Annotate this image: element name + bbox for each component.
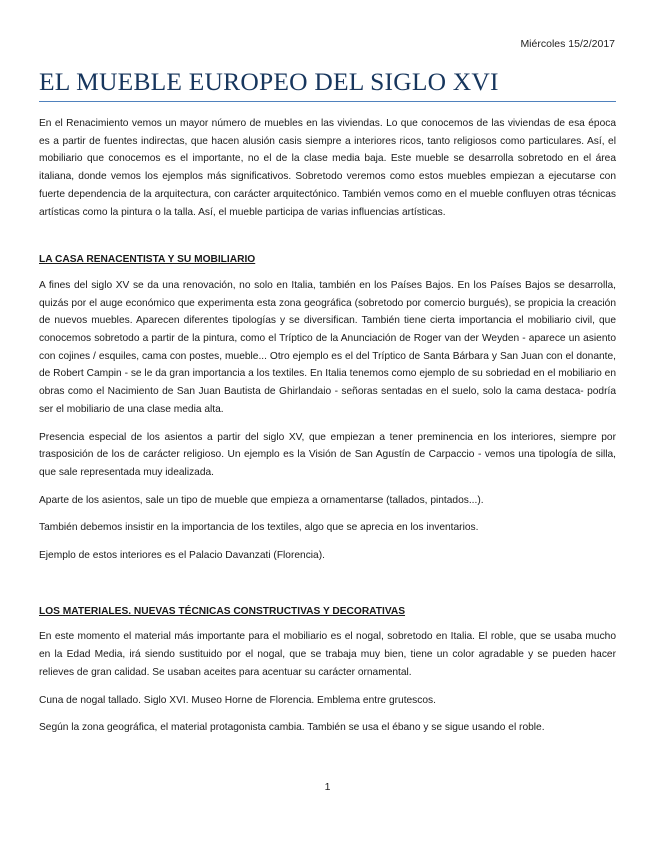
intro-paragraph: En el Renacimiento vemos un mayor número de muebles en las viviendas. Lo que conocemos de las viviendas de esa época es a partir de fuentes indirectas, que hacen alusión casis siempre a interiores ricos, tanto religiosos como particulares. Así, el mobiliario que conocemos es el importante, no el de la clase media baja. Este mueble se desarrolla sobretodo en el área italiana, donde vemos los ejemplos más significativos. Sobretodo veremos como estos muebles empiezan a ejecutarse con fuerte dependencia de la arquitectura, con carácter arquitectónico. También vemos como en el mueble confluyen otras técnicas artísticas como la pintura o la talla. Así, el mueble participa de varias influencias artísticas. (39, 118, 616, 218)
paragraph: A fines del siglo XV se da una renovación, no solo en Italia, también en los Países Bajos. En los Países Bajos se desarrolla, quizás por el auge económico que experimenta esta zona geográfica (sobretodo por comercio burgués), se propicia la creación de nuevos muebles. Aparecen diferentes tipologías y se diversifican. También tiene cierta importancia el mobiliario civil, que conocemos sobretodo a partir de la pintura, como el Tríptico de la Anunciación de Roger van der Weyden - aparece un asiento con cojines / esquiles, cama con postes, mueble... Otro ejemplo es el del Tríptico de Santa Bárbara y San Juan con el donante, de Robert Campin - se le da gran importancia a los textiles. En Italia tenemos como ejemplo de su sobriedad en el mobiliario en obras como el Nacimiento de San Juan Bautista de Ghirlandaio - señoras sentadas en el suelo, solo la cama destaca- podría ser el mobiliario de una clase media alta. (39, 279, 616, 415)
paragraph: En este momento el material más importante para el mobiliario es el nogal, sobretodo en Italia. El roble, que se usaba mucho en la Edad Media, irá siendo sustituido por el nogal, que se trabaja muy bien, tiene un color agradable y se pueden hacer relieves de gran calidad. Se usaban aceites para acentuar su carácter ornamental. (39, 631, 616, 678)
section-materiales (39, 603, 616, 737)
section-heading: LOS MATERIALES. NUEVAS TÉCNICAS CONSTRUCTIVAS Y DECORATIVAS (39, 605, 406, 617)
section-casa-renacentista (39, 251, 616, 565)
paragraph: También debemos insistir en la importancia de los textiles, algo que se aprecia en los inventarios. (39, 522, 479, 534)
section-spacer (39, 575, 616, 603)
paragraph: Cuna de nogal tallado. Siglo XVI. Museo Horne de Florencia. Emblema entre grutescos. (39, 694, 436, 706)
page-number: 1 (324, 781, 331, 793)
paragraph: Ejemplo de estos interiores es el Palacio Davanzati (Florencia). (39, 550, 325, 562)
paragraph: Aparte de los asientos, sale un tipo de mueble que empieza a ornamentarse (tallados, pintados...). (39, 494, 484, 506)
paragraph: Según la zona geográfica, el material protagonista cambia. También se usa el ébano y se sigue usando el roble. (39, 722, 545, 734)
header-date: Miércoles 15/2/2017 (520, 38, 615, 50)
paragraph: Presencia especial de los asientos a partir del siglo XV, que empiezan a tener preminencia en los interiores, siempre por trasposición de los de carácter religioso. Un ejemplo es la Visión de San Agustín de Carpaccio - vemos una tipología de silla, que sale representada muy idealizada. (39, 431, 616, 478)
document-body (39, 115, 616, 747)
section-heading: LA CASA RENACENTISTA Y SU MOBILIARIO (39, 254, 256, 266)
document-title: EL MUEBLE EUROPEO DEL SIGLO XVI (39, 66, 616, 102)
